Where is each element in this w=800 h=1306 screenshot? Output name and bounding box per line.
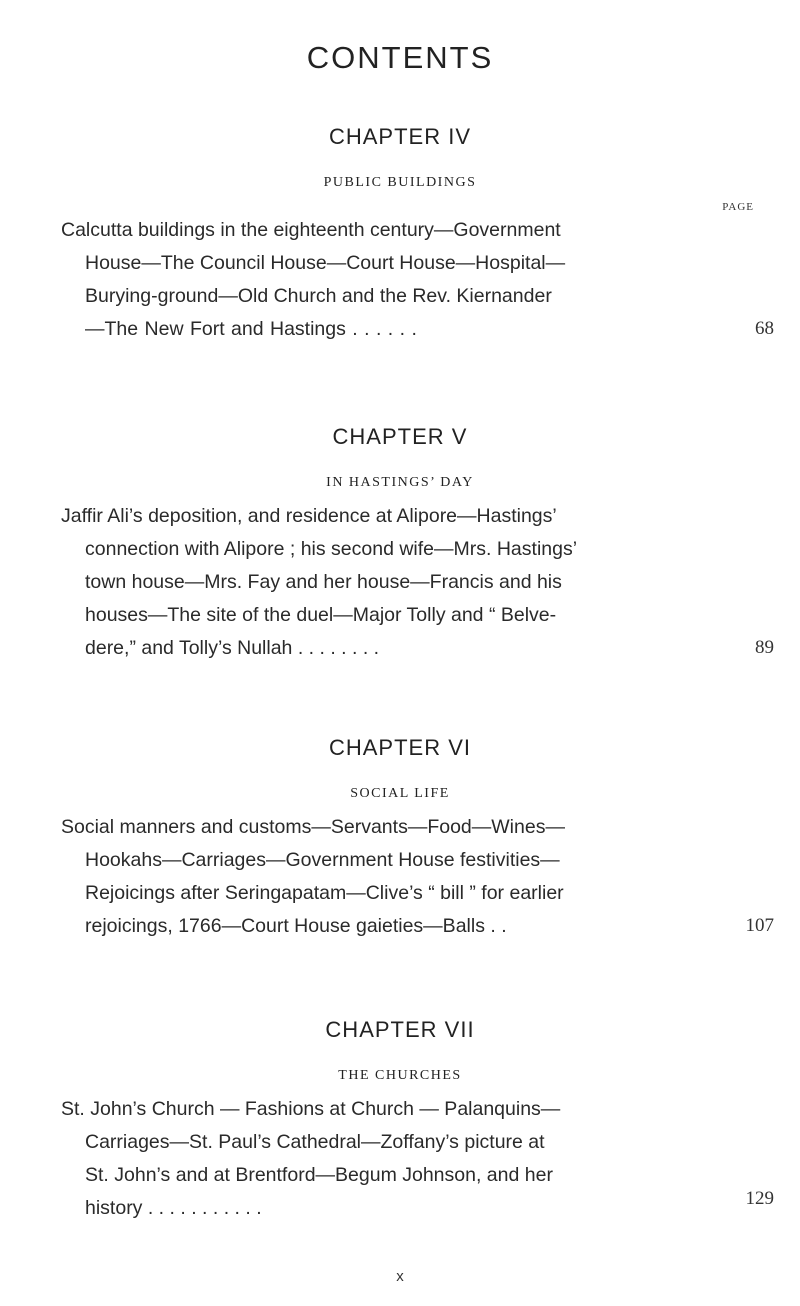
toc-entry-line: Jaffir Ali’s deposition, and residence at Alipore—Hastings’	[61, 505, 557, 527]
toc-entry-line: Carriages—St. Paul’s Cathedral—Zoffany’s picture at	[85, 1131, 545, 1153]
toc-entry-line: houses—The site of the duel—Major Tolly and “ Belve-	[85, 604, 557, 626]
chapter-subtitle: IN HASTINGS’ DAY	[326, 475, 474, 490]
chapter-subtitle: SOCIAL LIFE	[350, 786, 450, 801]
toc-entry-line: St. John’s and at Brentford—Begum Johnson, and her	[85, 1164, 553, 1186]
toc-entry-line: —The New Fort and Hastings . . . . . .	[85, 318, 417, 340]
chapter-subtitle: PUBLIC BUILDINGS	[323, 175, 477, 190]
chapter-heading: CHAPTER V	[332, 424, 468, 449]
chapter-heading: CHAPTER IV	[328, 124, 472, 149]
toc-entry-line: House—The Council House—Court House—Hospital—	[85, 252, 566, 274]
chapter-heading: CHAPTER VII	[325, 1017, 475, 1042]
toc-entry-line: rejoicings, 1766—Court House gaieties—Balls . .	[85, 915, 507, 937]
toc-entry-line: history . . . . . . . . . . .	[85, 1197, 262, 1219]
toc-entry-line: Burying-ground—Old Church and the Rev. Kiernander	[85, 285, 552, 307]
page-footer-numeral: x	[396, 1268, 404, 1285]
toc-entry-line: Calcutta buildings in the eighteenth century—Government	[61, 219, 561, 241]
page-number: 129	[745, 1188, 774, 1209]
toc-entry-line: Rejoicings after Seringapatam—Clive’s “ bill ” for earlier	[85, 882, 564, 904]
page-title: CONTENTS	[306, 40, 494, 75]
chapter-heading: CHAPTER VI	[328, 735, 472, 760]
toc-entry-line: St. John’s Church — Fashions at Church — Palanquins—	[61, 1098, 561, 1120]
toc-entry-line: dere,” and Tolly’s Nullah . . . . . . . .	[85, 637, 380, 659]
toc-entry-line: connection with Alipore ; his second wife—Mrs. Hastings’	[85, 538, 578, 560]
page-number: 107	[745, 915, 774, 936]
toc-entry-line: Social manners and customs—Servants—Food—Wines—	[61, 816, 565, 838]
page-column-label: PAGE	[722, 201, 754, 213]
toc-entry-line: Hookahs—Carriages—Government House festivities—	[85, 849, 560, 871]
toc-entry-line: town house—Mrs. Fay and her house—Francis and his	[85, 571, 562, 593]
chapter-subtitle: THE CHURCHES	[338, 1068, 462, 1083]
page-number: 89	[755, 637, 774, 658]
page-number: 68	[755, 318, 774, 339]
